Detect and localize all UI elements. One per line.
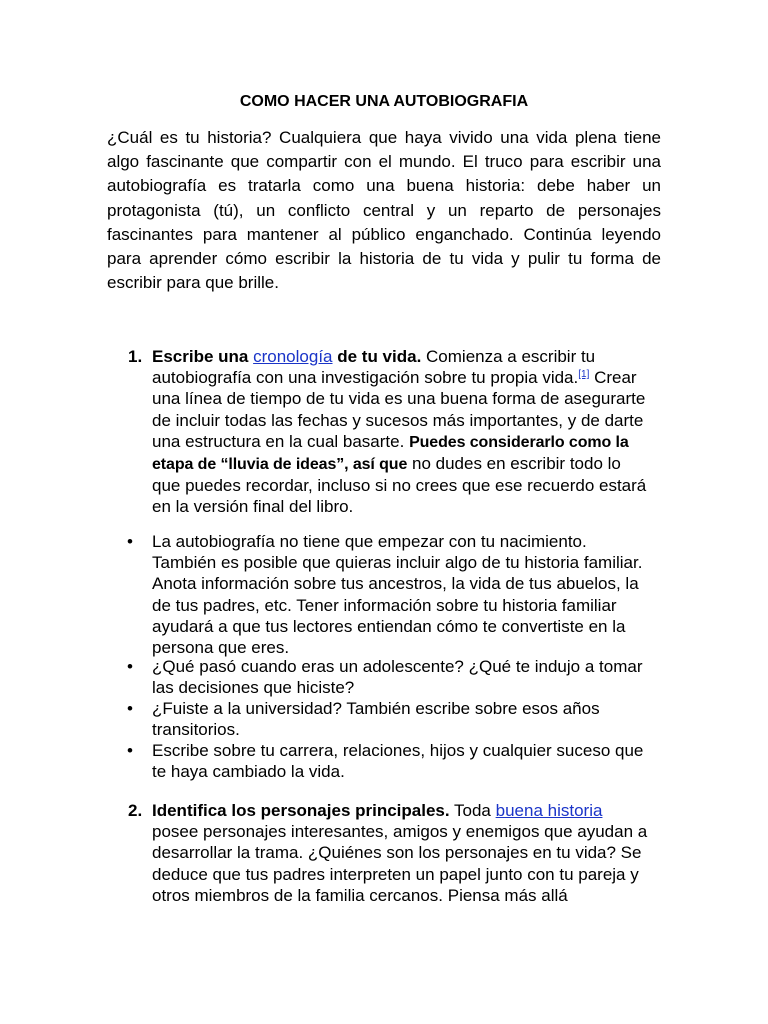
- step-1-bold-note: Puedes considerarlo como la etapa de “lluvia de ideas”, así que: [152, 433, 629, 474]
- bullet-item: ¿Fuiste a la universidad? También escribe sobre esos años transitorios.: [152, 699, 600, 740]
- step-1-heading-end: de tu vida.: [332, 347, 422, 366]
- step-1-heading-start: Escribe una: [152, 347, 254, 366]
- step-2-text-a: Toda: [449, 801, 496, 820]
- step-1-text-c: no dudes en escribir todo lo que puedes recordar, incluso si no crees que ese recuerdo estará en la versión final del libro.: [152, 454, 647, 517]
- step-2-heading: Identifica los personajes principales.: [152, 801, 450, 820]
- step-1: [152, 346, 652, 518]
- step-2: [152, 800, 652, 906]
- bullet-item: Escribe sobre tu carrera, relaciones, hijos y cualquier suceso que te haya cambiado la vida.: [152, 741, 644, 782]
- bullet-marker: •: [127, 699, 133, 718]
- bullet-marker: •: [127, 657, 133, 676]
- bullet-item: ¿Qué pasó cuando eras un adolescente? ¿Qué te indujo a tomar las decisiones que hiciste?: [152, 657, 643, 698]
- intro-paragraph: ¿Cuál es tu historia? Cualquiera que haya vivido una vida plena tiene algo fascinante que compartir con el mundo. El truco para escribir una autobiografía es tratarla como una buena historia: debe haber un protagonista (tú), un conflicto central y un reparto de personajes fascinantes para mantener al público enganchado. Continúa leyendo para aprender cómo escribir la historia de tu vida y pulir tu forma de escribir para que brille.: [107, 128, 661, 293]
- step-1-number: 1.: [128, 347, 143, 366]
- step-1-text-a: Comienza a escribir tu autobiografía con una investigación sobre tu propia vida.: [152, 347, 596, 388]
- reference-1-link[interactable]: [1]: [578, 369, 590, 381]
- reference-1: [578, 369, 589, 380]
- step-1-text-b: Crear una línea de tiempo de tu vida es una buena forma de asegurarte de incluir todas las fechas y sucesos más importantes, y de darte una estructura en la cual basarte.: [152, 368, 646, 451]
- bullet-marker: •: [127, 532, 133, 551]
- step-2-number: 2.: [128, 801, 143, 820]
- cronologia-link[interactable]: cronología: [253, 347, 333, 366]
- document-title: COMO HACER UNA AUTOBIOGRAFIA: [239, 93, 529, 110]
- bullet-item: La autobiografía no tiene que empezar con tu nacimiento. También es posible que quieras incluir algo de tu historia familiar. Anota información sobre tus ancestros, la vida de tus abuelos, la de tus padres, etc. Tener información sobre tu historia familiar ayudará a que tus lectores entiendan cómo te convertiste en la persona que eres.: [152, 532, 643, 658]
- buena-historia-link[interactable]: buena historia: [495, 801, 603, 820]
- step-2-text-b: posee personajes interesantes, amigos y enemigos que ayudan a desarrollar la trama. ¿Quiénes son los personajes en tu vida? Se deduce que tus padres interpreten un papel junto con tu pareja y otros miembros de la familia cercanos. Piensa más allá: [152, 822, 648, 905]
- bullet-marker: •: [127, 741, 133, 760]
